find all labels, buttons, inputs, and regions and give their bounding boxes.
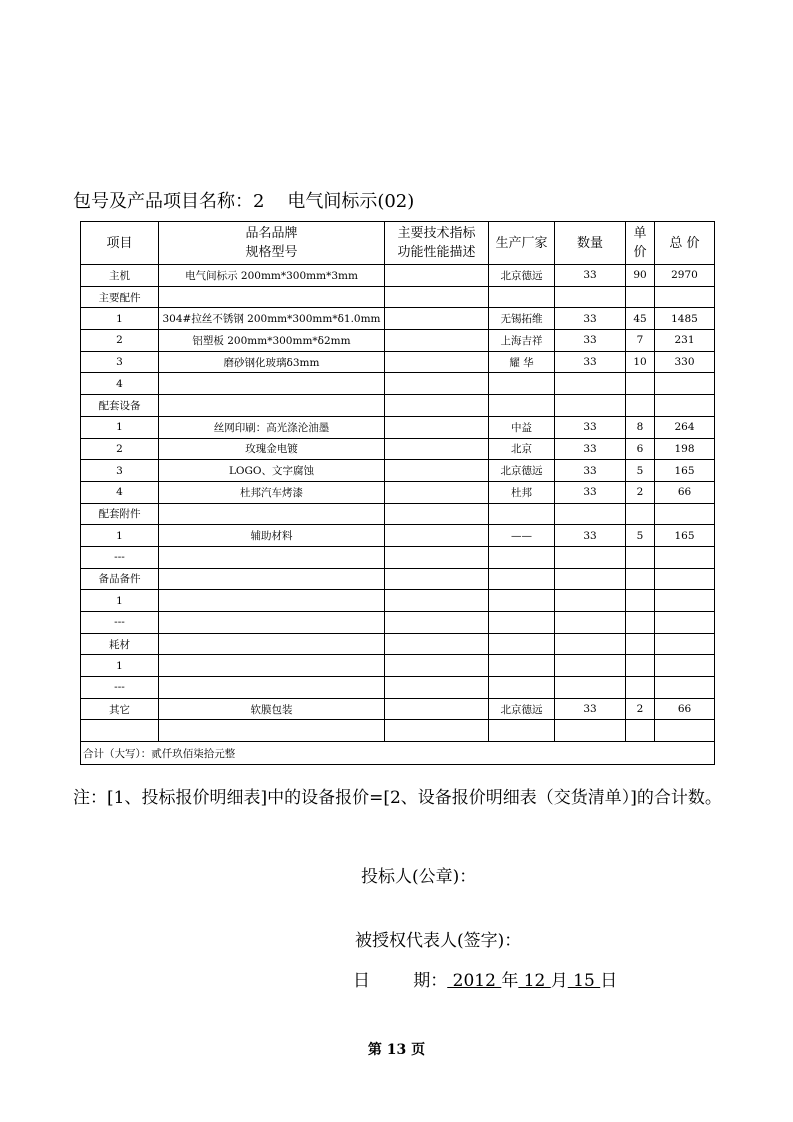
cell-total-price (655, 373, 715, 395)
cell-total-price (655, 503, 715, 525)
cell-item: --- (81, 612, 159, 634)
cell-quantity (555, 720, 626, 742)
date-line (353, 966, 617, 991)
cell-manufacturer (489, 677, 555, 699)
col-header-item: 项目 (81, 222, 159, 265)
cell-manufacturer: 中益 (489, 416, 555, 438)
cell-manufacturer (489, 633, 555, 655)
table-row (81, 568, 715, 590)
cell-spec (385, 720, 489, 742)
col-header-name-model: 品名品牌 规格型号 (159, 222, 385, 265)
cell-quantity (555, 395, 626, 417)
cell-item: 3 (81, 351, 159, 373)
cell-unit-price: 90 (626, 265, 655, 287)
cell-unit-price: 5 (626, 460, 655, 482)
cell-unit-price (626, 720, 655, 742)
table-row (81, 698, 715, 720)
cell-unit-price (626, 395, 655, 417)
cell-total-price: 66 (655, 481, 715, 503)
cell-unit-price: 6 (626, 438, 655, 460)
cell-manufacturer: 耀 华 (489, 351, 555, 373)
cell-total-price (655, 546, 715, 568)
cell-item: 1 (81, 590, 159, 612)
cell-unit-price (626, 677, 655, 699)
cell-quantity: 33 (555, 416, 626, 438)
table-row (81, 373, 715, 395)
cell-item: 主机 (81, 265, 159, 287)
cell-quantity: 33 (555, 330, 626, 352)
cell-quantity: 33 (555, 460, 626, 482)
cell-name-model (159, 568, 385, 590)
cell-quantity: 33 (555, 308, 626, 330)
cell-unit-price (626, 633, 655, 655)
cell-quantity: 33 (555, 481, 626, 503)
cell-name-model (159, 720, 385, 742)
col-header-unit-price: 单价 (626, 222, 655, 265)
bidder-seal-label: 投标人(公章)： (361, 867, 477, 887)
cell-name-model: 铝塑板 200mm*300mm*δ2mm (159, 330, 385, 352)
col-header-spec: 主要技术指标 功能性能描述 (385, 222, 489, 265)
cell-unit-price (626, 286, 655, 308)
cell-spec (385, 568, 489, 590)
table-row (81, 633, 715, 655)
cell-item: 1 (81, 655, 159, 677)
cell-quantity: 33 (555, 351, 626, 373)
cell-name-model: 磨砂钢化玻璃δ3mm (159, 351, 385, 373)
table-row (81, 265, 715, 287)
cell-name-model: 304#拉丝不锈钢 200mm*300mm*δ1.0mm (159, 308, 385, 330)
table-row (81, 546, 715, 568)
table-row (81, 286, 715, 308)
cell-total-price (655, 395, 715, 417)
cell-item: 配套附件 (81, 503, 159, 525)
cell-spec (385, 416, 489, 438)
cell-quantity (555, 503, 626, 525)
date-label: 日 期： (353, 971, 448, 991)
cell-item: 2 (81, 438, 159, 460)
cell-item: --- (81, 677, 159, 699)
table-row (81, 612, 715, 634)
cell-spec (385, 546, 489, 568)
cell-quantity: 33 (555, 525, 626, 547)
cell-spec (385, 590, 489, 612)
quotation-table (80, 221, 715, 765)
cell-manufacturer (489, 655, 555, 677)
cell-item: 耗材 (81, 633, 159, 655)
table-row (81, 590, 715, 612)
date-month: 12 (518, 971, 551, 991)
cell-spec (385, 330, 489, 352)
cell-name-model: 丝网印刷：高光涤沦油墨 (159, 416, 385, 438)
document-title: 包号及产品项目名称：2 电气间标示(02) (73, 191, 415, 212)
cell-manufacturer (489, 546, 555, 568)
cell-item: 主要配件 (81, 286, 159, 308)
cell-name-model (159, 286, 385, 308)
cell-unit-price (626, 590, 655, 612)
cell-quantity: 33 (555, 438, 626, 460)
cell-quantity (555, 590, 626, 612)
date-year: 2012 (447, 971, 502, 991)
cell-name-model: 玫瑰金电镀 (159, 438, 385, 460)
cell-quantity: 33 (555, 265, 626, 287)
table-row (81, 351, 715, 373)
cell-total-price (655, 612, 715, 634)
cell-name-model: 电气间标示 200mm*300mm*3mm (159, 265, 385, 287)
cell-total-price (655, 568, 715, 590)
cell-total-price (655, 286, 715, 308)
cell-name-model (159, 612, 385, 634)
table-row (81, 720, 715, 742)
cell-name-model (159, 677, 385, 699)
cell-item: 4 (81, 481, 159, 503)
cell-total-price (655, 633, 715, 655)
cell-unit-price (626, 612, 655, 634)
cell-manufacturer (489, 503, 555, 525)
cell-item: 4 (81, 373, 159, 395)
cell-quantity (555, 373, 626, 395)
cell-spec (385, 460, 489, 482)
cell-name-model (159, 373, 385, 395)
cell-total-price: 330 (655, 351, 715, 373)
cell-quantity (555, 568, 626, 590)
cell-unit-price: 45 (626, 308, 655, 330)
cell-manufacturer (489, 373, 555, 395)
cell-name-model (159, 590, 385, 612)
cell-item: 3 (81, 460, 159, 482)
cell-item: 2 (81, 330, 159, 352)
cell-name-model: 软膜包装 (159, 698, 385, 720)
page-number: 第 13 页 (367, 1042, 426, 1058)
cell-spec (385, 612, 489, 634)
cell-spec (385, 481, 489, 503)
cell-total-price: 2970 (655, 265, 715, 287)
cell-spec (385, 677, 489, 699)
cell-manufacturer: 上海吉祥 (489, 330, 555, 352)
cell-quantity (555, 612, 626, 634)
cell-manufacturer (489, 286, 555, 308)
cell-total-price: 1485 (655, 308, 715, 330)
cell-item: 1 (81, 525, 159, 547)
table-row (81, 308, 715, 330)
cell-manufacturer: 无锡拓维 (489, 308, 555, 330)
cell-manufacturer (489, 568, 555, 590)
cell-total-price: 165 (655, 525, 715, 547)
cell-name-model: 辅助材料 (159, 525, 385, 547)
table-row (81, 438, 715, 460)
table-header-row (81, 222, 715, 265)
cell-manufacturer: 北京德远 (489, 265, 555, 287)
col-header-total-price: 总 价 (655, 222, 715, 265)
cell-item: 配套设备 (81, 395, 159, 417)
col-header-manufacturer: 生产厂家 (489, 222, 555, 265)
cell-unit-price (626, 655, 655, 677)
cell-quantity (555, 655, 626, 677)
cell-spec (385, 438, 489, 460)
cell-item: --- (81, 546, 159, 568)
cell-total-price (655, 677, 715, 699)
cell-unit-price: 8 (626, 416, 655, 438)
cell-unit-price: 5 (626, 525, 655, 547)
cell-name-model (159, 395, 385, 417)
cell-unit-price: 2 (626, 698, 655, 720)
cell-name-model (159, 655, 385, 677)
table-row (81, 525, 715, 547)
cell-manufacturer (489, 590, 555, 612)
cell-spec (385, 698, 489, 720)
cell-spec (385, 503, 489, 525)
cell-quantity (555, 546, 626, 568)
cell-manufacturer: —— (489, 525, 555, 547)
cell-item (81, 720, 159, 742)
note-text: 注：[1、投标报价明细表]中的设备报价=[2、设备报价明细表（交货清单）]的合计数。 (73, 788, 722, 808)
cell-name-model (159, 633, 385, 655)
cell-spec (385, 395, 489, 417)
cell-total-price: 264 (655, 416, 715, 438)
cell-unit-price: 2 (626, 481, 655, 503)
representative-signature-label: 被授权代表人(签字)： (355, 931, 522, 951)
cell-name-model: LOGO、文字腐蚀 (159, 460, 385, 482)
table-row (81, 395, 715, 417)
cell-unit-price (626, 568, 655, 590)
cell-total-price (655, 720, 715, 742)
date-month-unit: 月 (550, 971, 568, 991)
total-row (81, 742, 715, 765)
cell-manufacturer (489, 612, 555, 634)
cell-total-price: 165 (655, 460, 715, 482)
cell-spec (385, 308, 489, 330)
cell-unit-price (626, 503, 655, 525)
cell-manufacturer: 杜邦 (489, 481, 555, 503)
cell-spec (385, 265, 489, 287)
date-day: 15 (567, 971, 601, 991)
cell-name-model (159, 546, 385, 568)
table-row (81, 460, 715, 482)
cell-total-price: 66 (655, 698, 715, 720)
cell-manufacturer: 北京 (489, 438, 555, 460)
cell-unit-price (626, 373, 655, 395)
date-day-unit: 日 (600, 971, 618, 991)
cell-item: 其它 (81, 698, 159, 720)
cell-spec (385, 286, 489, 308)
cell-manufacturer (489, 395, 555, 417)
cell-unit-price (626, 546, 655, 568)
cell-quantity: 33 (555, 698, 626, 720)
table-row (81, 503, 715, 525)
cell-total-price (655, 655, 715, 677)
cell-unit-price: 10 (626, 351, 655, 373)
cell-quantity (555, 677, 626, 699)
cell-name-model (159, 503, 385, 525)
cell-total-price: 198 (655, 438, 715, 460)
cell-spec (385, 525, 489, 547)
cell-spec (385, 633, 489, 655)
cell-manufacturer: 北京德远 (489, 698, 555, 720)
cell-manufacturer: 北京德远 (489, 460, 555, 482)
cell-spec (385, 655, 489, 677)
table-row (81, 677, 715, 699)
cell-manufacturer (489, 720, 555, 742)
cell-quantity (555, 633, 626, 655)
cell-total-price: 231 (655, 330, 715, 352)
date-year-unit: 年 (501, 971, 519, 991)
cell-quantity (555, 286, 626, 308)
cell-item: 备品备件 (81, 568, 159, 590)
cell-name-model: 杜邦汽车烤漆 (159, 481, 385, 503)
table-row (81, 655, 715, 677)
cell-item: 1 (81, 416, 159, 438)
table-row (81, 481, 715, 503)
cell-unit-price: 7 (626, 330, 655, 352)
table-row (81, 416, 715, 438)
table-body (81, 265, 715, 742)
cell-item: 1 (81, 308, 159, 330)
table-row (81, 330, 715, 352)
cell-spec (385, 351, 489, 373)
cell-spec (385, 373, 489, 395)
col-header-quantity: 数量 (555, 222, 626, 265)
total-amount-text: 合计（大写）：贰仟玖佰柒拾元整 (81, 742, 715, 765)
cell-total-price (655, 590, 715, 612)
